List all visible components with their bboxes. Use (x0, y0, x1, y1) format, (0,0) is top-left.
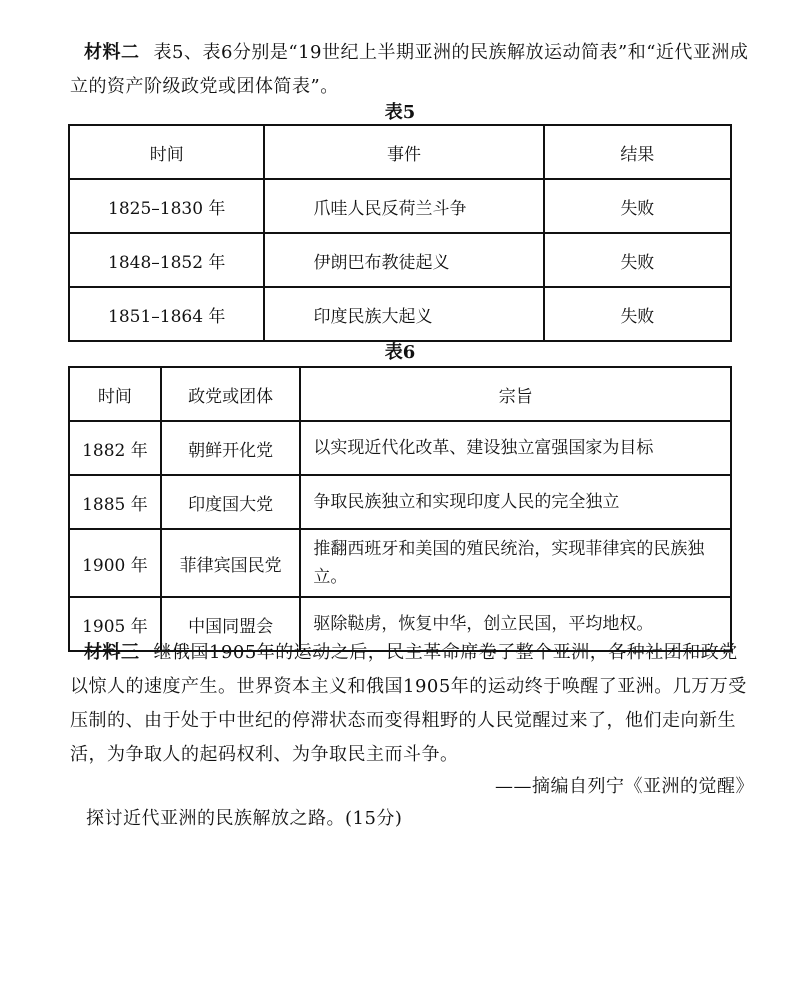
table-row (69, 421, 731, 475)
table-5-cell-time: 1825–1830 年 (69, 179, 264, 233)
material-three-label: 材料三 (84, 642, 140, 663)
table-5-caption: 表5 (384, 102, 416, 123)
table-6-cell-time: 1905 年 (69, 597, 161, 651)
table-5-cell-result: 失败 (544, 233, 731, 287)
material-three-paragraph (70, 636, 752, 772)
table-row (69, 233, 731, 287)
table-5-header-time: 时间 (69, 125, 264, 179)
table-5-header-event: 事件 (264, 125, 543, 179)
table-6-header-time: 时间 (69, 367, 161, 421)
table-6-caption: 表6 (384, 342, 416, 363)
table-6-header-row (69, 367, 731, 421)
question-prompt: 探讨近代亚洲的民族解放之路。(15分) (86, 808, 403, 829)
table-5 (68, 124, 732, 342)
table-6-cell-time: 1900 年 (69, 529, 161, 597)
table-5-cell-time: 1848–1852 年 (69, 233, 264, 287)
table-5-cell-event: 爪哇人民反荷兰斗争 (264, 179, 543, 233)
table-6-header-aim: 宗旨 (300, 367, 731, 421)
table-5-cell-event: 印度民族大起义 (264, 287, 543, 341)
table-row (69, 179, 731, 233)
table-5-header-result: 结果 (544, 125, 731, 179)
material-three-text: 继俄国1905年的运动之后，民主革命席卷了整个亚洲，各种社团和政党以惊人的速度产生。世界资本主义和俄国1905年的运动终于唤醒了亚洲。几万万受压制的、由于处于中世纪的停滞状态而变得粗野的人民觉醒过来了，他们走向新生活，为争取人的起码权利、为争取民主而斗争。 (70, 642, 747, 765)
table-6-cell-aim: 争取民族独立和实现印度人民的完全独立 (300, 475, 731, 529)
table-6-cell-time: 1885 年 (69, 475, 161, 529)
citation-source: ——摘编自列宁《亚洲的觉醒》 (495, 776, 754, 797)
table-6-cell-party: 菲律宾国民党 (161, 529, 301, 597)
table-row (69, 287, 731, 341)
table-5-cell-event: 伊朗巴布教徒起义 (264, 233, 543, 287)
material-two-text: 表5、表6分别是“19世纪上半期亚洲的民族解放运动简表”和“近代亚洲成立的资产阶级政党或团体简表”。 (70, 42, 749, 97)
table-5-cell-result: 失败 (544, 179, 731, 233)
material-two-label: 材料二 (84, 42, 140, 63)
table-5-cell-time: 1851–1864 年 (69, 287, 264, 341)
table-6-cell-party: 印度国大党 (161, 475, 301, 529)
table-6-cell-aim: 推翻西班牙和美国的殖民统治，实现菲律宾的民族独立。 (300, 529, 731, 597)
table-6-cell-party: 中国同盟会 (161, 597, 301, 651)
table-6-header-party: 政党或团体 (161, 367, 301, 421)
table-6-cell-party: 朝鲜开化党 (161, 421, 301, 475)
table-row (69, 475, 731, 529)
table-5-cell-result: 失败 (544, 287, 731, 341)
material-two-paragraph (70, 36, 752, 104)
table-5-header-row (69, 125, 731, 179)
table-row (69, 529, 731, 597)
table-6-cell-aim: 以实现近代化改革、建设独立富强国家为目标 (300, 421, 731, 475)
table-6-cell-time: 1882 年 (69, 421, 161, 475)
table-6-cell-aim: 驱除鞑虏，恢复中华，创立民国，平均地权。 (300, 597, 731, 651)
table-6 (68, 366, 732, 652)
